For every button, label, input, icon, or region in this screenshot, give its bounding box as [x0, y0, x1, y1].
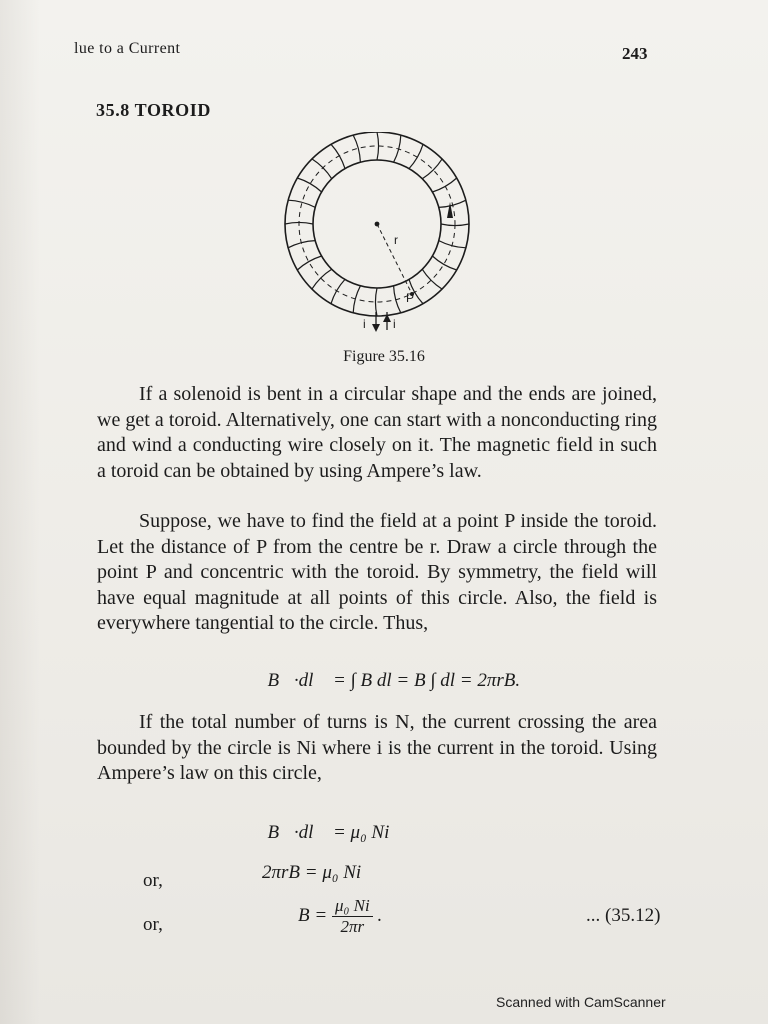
current-label-out: i [393, 317, 396, 331]
equation-B-period: . [377, 904, 383, 926]
winding-turn [297, 178, 321, 192]
equation-B-lhs: B = [298, 904, 328, 926]
paragraph-1 [97, 382, 657, 484]
toroid-figure [275, 132, 475, 338]
page-number: 243 [622, 44, 648, 63]
winding-turn [432, 178, 456, 192]
equation-line-integral: ∮ B⃗·dl⃗ = ∫ B dl = B ∫ dl = 2πrB. [248, 670, 521, 691]
scanner-watermark: Scanned with CamScanner [496, 994, 666, 1010]
winding-turn [312, 159, 332, 179]
winding-turn [422, 269, 442, 289]
figure-caption: Figure 35.16 [343, 348, 425, 365]
running-header: lue to a Current [74, 40, 181, 57]
winding-turn [353, 286, 360, 313]
winding-turn [288, 241, 315, 248]
current-in-arrow-icon [372, 324, 380, 332]
paragraph-2-text: Suppose, we have to find the field at a point P inside the toroid. Let the distance of P from the centre be r. Draw a circle through the point P and concentric with the toroid. By symmetry, the field will have equal magnitude at all points of this circle. Also, the field is everywhere tangential to the circle. Thus, [97, 510, 657, 635]
fraction-denominator: 2πr [340, 917, 365, 936]
winding-turn [375, 288, 377, 316]
paragraph-1-text: If a solenoid is bent in a circular shape and the ends are joined, we get a toroid. Alternatively, one can start with a nonconducting ring and wind a conducting wire closely on it. The magnetic field in such a toroid can be obtained by using Ampere’s law. [97, 383, 657, 482]
section-title: 35.8 TOROID [96, 100, 211, 120]
equation-number: ... (35.12) [586, 905, 661, 926]
equation-ampere: ∮ B⃗·dl⃗ = μ₀ Ni [248, 822, 390, 843]
equation-B-fraction [332, 896, 373, 937]
equation-B-result [298, 896, 382, 937]
winding-turn [297, 256, 321, 270]
page-edge-shadow [0, 0, 40, 1024]
or-label-2: or, [143, 914, 163, 935]
current-label-in: i [363, 317, 366, 331]
paragraph-2 [97, 509, 657, 637]
radius-label: r [394, 233, 398, 247]
fraction-numerator: μ₀ Ni [332, 896, 373, 917]
winding-turn [422, 159, 442, 179]
paragraph-3-text: If the total number of turns is N, the current crossing the area bounded by the circle is Ni where i is the current in the toroid. Using Ampere’s law on this circle, [97, 711, 657, 785]
point-P-label: P [406, 291, 415, 305]
paragraph-3 [97, 710, 657, 787]
equation-2pirB: 2πrB = μ₀ Ni [262, 862, 362, 883]
winding-turn [377, 132, 379, 160]
or-label-1: or, [143, 870, 163, 891]
